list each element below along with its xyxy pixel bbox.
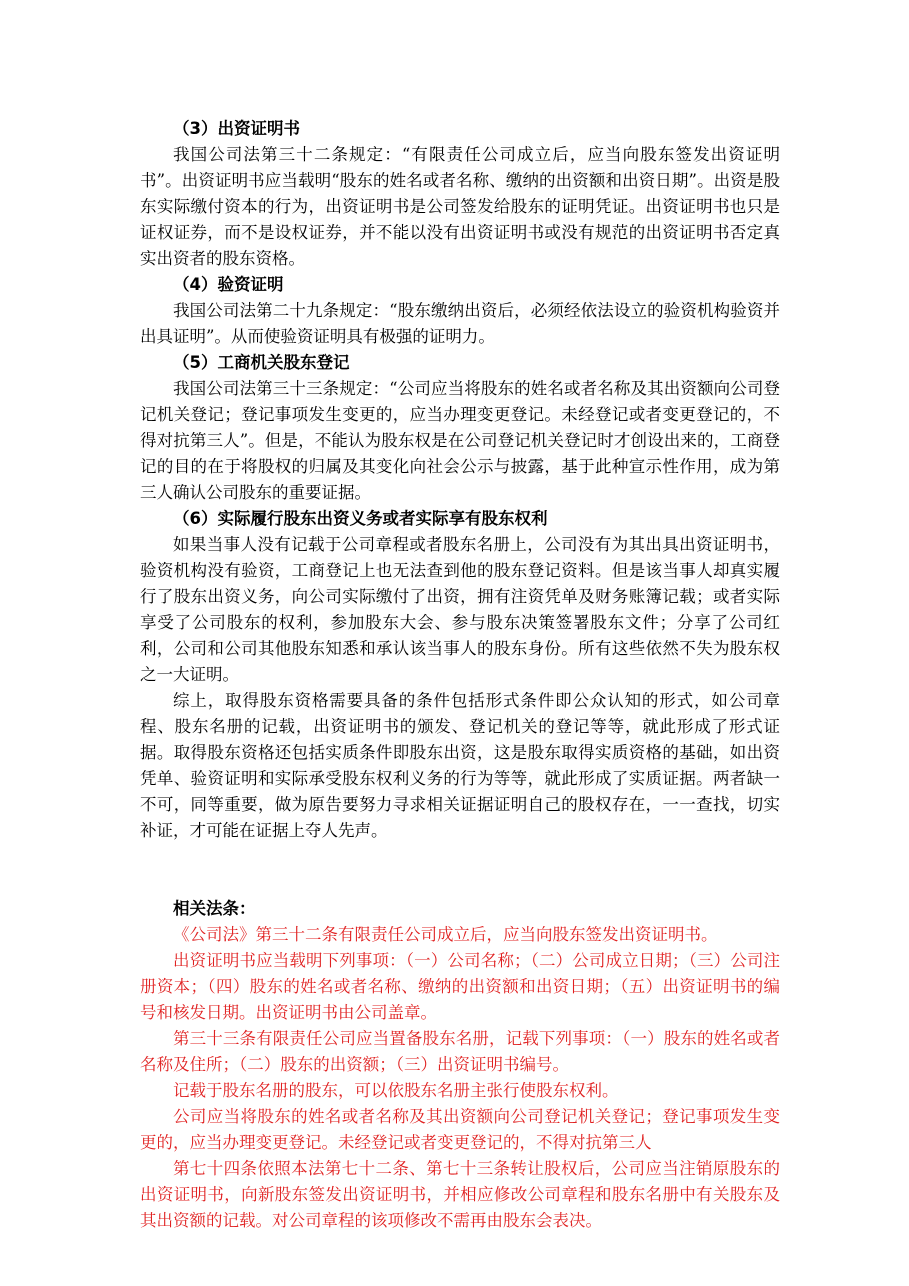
law-paragraph: 记载于股东名册的股东，可以依股东名册主张行使股东权利。 (173, 1081, 619, 1100)
related-laws (140, 896, 780, 1234)
related-laws-body (140, 922, 780, 1234)
section-paragraph: 我国公司法第三十二条规定：“有限责任公司成立后，应当向股东签发出资证明书”。出资证明书应当载明“股东的姓名或者名称、缴纳的出资额和出资日期”。出资是股东实际缴付资本的行为，出资证明书是公司签发给股东的证明凭证。出资证明书也只是证权证券，而不是设权证券，并不能以没有出资证明书或没有规范的出资证明书否定真实出资者的股东资格。 (140, 145, 780, 268)
law-paragraph: 第三十三条有限责任公司应当置备股东名册，记载下列事项：（一）股东的姓名或者名称及住所；（二）股东的出资额；（三）出资证明书编号。 (140, 1029, 780, 1074)
section-paragraph: 我国公司法第二十九条规定：“股东缴纳出资后，必须经依法设立的验资机构验资并出具证明”。从而使验资证明具有极强的证明力。 (140, 301, 780, 346)
spacer (140, 844, 780, 896)
law-paragraph: 《公司法》第三十二条有限责任公司成立后，应当向股东签发出资证明书。 (173, 925, 718, 944)
section-heading: （4）验资证明 (173, 275, 284, 294)
section-heading: （5）工商机关股东登记 (173, 353, 350, 372)
law-paragraph: 第七十四条依照本法第七十二条、第七十三条转让股权后，公司应当注销原股东的出资证明书，向新股东签发出资证明书，并相应修改公司章程和股东名册中有关股东及其出资额的记载。对公司章程的该项修改不需再由股东会表决。 (140, 1159, 780, 1230)
section-5 (140, 350, 780, 506)
related-laws-heading: 相关法条： (173, 899, 256, 918)
section-paragraph: 如果当事人没有记载于公司章程或者股东名册上，公司没有为其出具出资证明书，验资机构没有验资，工商登记上也无法查到他的股东登记资料。但是该当事人却真实履行了股东出资义务，向公司实际缴付了出资，拥有注资凭单及财务账簿记载；或者实际享受了公司股东的权利，参加股东大会、参与股东决策签署股东文件；分享了公司红利，公司和公司其他股东知悉和承认该当事人的股东身份。所有这些依然不失为股东权之一大证明。 (140, 535, 780, 684)
law-paragraph: 公司应当将股东的姓名或者名称及其出资额向公司登记机关登记；登记事项发生变更的，应当办理变更登记。未经登记或者变更登记的，不得对抗第三人 (140, 1107, 780, 1152)
section-paragraph: 我国公司法第三十三条规定：“公司应当将股东的姓名或者名称及其出资额向公司登记机关登记；登记事项发生变更的，应当办理变更登记。未经登记或者变更登记的，不得对抗第三人”。但是，不能认为股东权是在公司登记机关登记时才创设出来的，工商登记的目的在于将股权的归属及其变化向社会公示与披露，基于此种宣示性作用，成为第三人确认公司股东的重要证据。 (140, 379, 780, 502)
section-4 (140, 272, 780, 350)
section-heading: （6）实际履行股东出资义务或者实际享有股东权利 (173, 509, 548, 528)
section-3 (140, 116, 780, 272)
summary-paragraph: 综上，取得股东资格需要具备的条件包括形式条件即公众认知的形式，如公司章程、股东名册的记载，出资证明书的颁发、登记机关的登记等等，就此形成了形式证据。取得股东资格还包括实质条件即股东出资，这是股东取得实质资格的基础，如出资凭单、验资证明和实际承受股东权利义务的行为等等，就此形成了实质证据。两者缺一不可，同等重要，做为原告要努力寻求相关证据证明自己的股权存在，一一查找，切实补证，才可能在证据上夺人先声。 (140, 691, 780, 840)
law-paragraph: 出资证明书应当载明下列事项：（一）公司名称；（二）公司成立日期；（三）公司注册资本；（四）股东的姓名或者名称、缴纳的出资额和出资日期；（五）出资证明书的编号和核发日期。出资证明书由公司盖章。 (140, 951, 780, 1022)
section-heading: （3）出资证明书 (173, 119, 300, 138)
document-page (140, 116, 780, 1234)
section-6 (140, 506, 780, 844)
